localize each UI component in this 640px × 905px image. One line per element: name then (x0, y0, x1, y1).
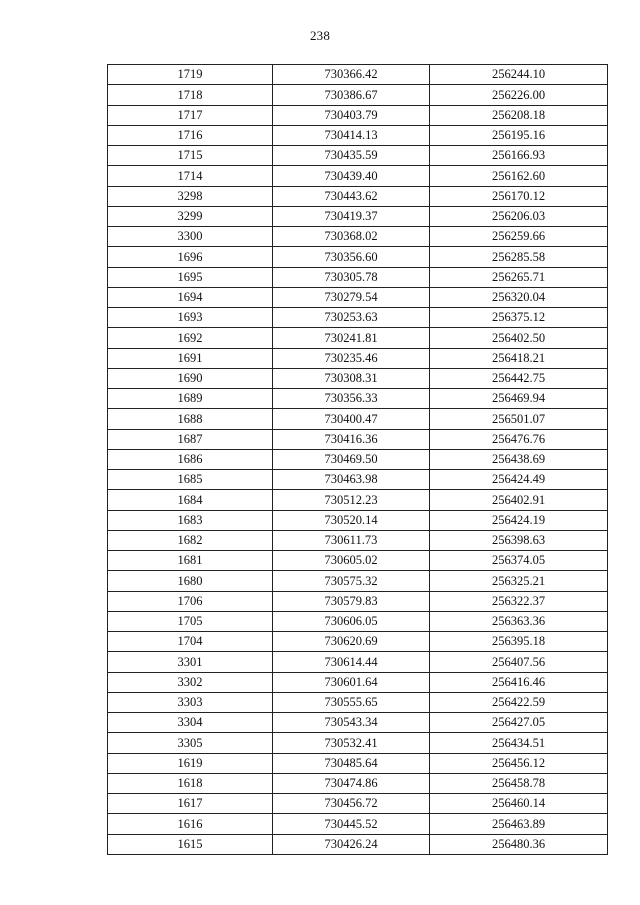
x-coordinate-cell: 730366.42 (273, 65, 430, 85)
table-row (108, 166, 608, 186)
y-coordinate-cell: 256226.00 (430, 85, 608, 105)
x-coordinate-cell: 730356.33 (273, 389, 430, 409)
y-coordinate-cell: 256325.21 (430, 571, 608, 591)
y-coordinate-cell: 256442.75 (430, 368, 608, 388)
point-number-cell: 1693 (108, 308, 273, 328)
point-number-cell: 1694 (108, 287, 273, 307)
point-number-cell: 1686 (108, 449, 273, 469)
point-number-cell: 3302 (108, 672, 273, 692)
y-coordinate-cell: 256424.19 (430, 510, 608, 530)
x-coordinate-cell: 730614.44 (273, 652, 430, 672)
table-row (108, 227, 608, 247)
table-row (108, 308, 608, 328)
y-coordinate-cell: 256416.46 (430, 672, 608, 692)
point-number-cell: 1718 (108, 85, 273, 105)
table-row (108, 287, 608, 307)
table-row (108, 85, 608, 105)
x-coordinate-cell: 730308.31 (273, 368, 430, 388)
x-coordinate-cell: 730601.64 (273, 672, 430, 692)
table-row (108, 611, 608, 631)
y-coordinate-cell: 256469.94 (430, 389, 608, 409)
table-row (108, 591, 608, 611)
table-row (108, 146, 608, 166)
x-coordinate-cell: 730279.54 (273, 287, 430, 307)
point-number-cell: 1696 (108, 247, 273, 267)
y-coordinate-cell: 256476.76 (430, 429, 608, 449)
y-coordinate-cell: 256244.10 (430, 65, 608, 85)
x-coordinate-cell: 730579.83 (273, 591, 430, 611)
point-number-cell: 1706 (108, 591, 273, 611)
y-coordinate-cell: 256458.78 (430, 773, 608, 793)
point-number-cell: 3300 (108, 227, 273, 247)
x-coordinate-cell: 730555.65 (273, 692, 430, 712)
x-coordinate-cell: 730368.02 (273, 227, 430, 247)
y-coordinate-cell: 256434.51 (430, 733, 608, 753)
table-row (108, 551, 608, 571)
x-coordinate-cell: 730575.32 (273, 571, 430, 591)
x-coordinate-cell: 730532.41 (273, 733, 430, 753)
table-row (108, 733, 608, 753)
y-coordinate-cell: 256402.50 (430, 328, 608, 348)
table-row (108, 348, 608, 368)
table-row (108, 692, 608, 712)
y-coordinate-cell: 256166.93 (430, 146, 608, 166)
x-coordinate-cell: 730241.81 (273, 328, 430, 348)
y-coordinate-cell: 256363.36 (430, 611, 608, 631)
coordinates-table (107, 64, 608, 855)
x-coordinate-cell: 730414.13 (273, 125, 430, 145)
x-coordinate-cell: 730606.05 (273, 611, 430, 631)
x-coordinate-cell: 730520.14 (273, 510, 430, 530)
point-number-cell: 1695 (108, 267, 273, 287)
point-number-cell: 1690 (108, 368, 273, 388)
point-number-cell: 1616 (108, 814, 273, 834)
x-coordinate-cell: 730356.60 (273, 247, 430, 267)
table-row (108, 814, 608, 834)
table-row (108, 105, 608, 125)
point-number-cell: 3301 (108, 652, 273, 672)
x-coordinate-cell: 730445.52 (273, 814, 430, 834)
point-number-cell: 1688 (108, 409, 273, 429)
y-coordinate-cell: 256427.05 (430, 713, 608, 733)
x-coordinate-cell: 730512.23 (273, 490, 430, 510)
table-row (108, 490, 608, 510)
x-coordinate-cell: 730305.78 (273, 267, 430, 287)
y-coordinate-cell: 256438.69 (430, 449, 608, 469)
table-row (108, 65, 608, 85)
y-coordinate-cell: 256480.36 (430, 834, 608, 854)
table-row (108, 834, 608, 854)
point-number-cell: 1687 (108, 429, 273, 449)
point-number-cell: 1719 (108, 65, 273, 85)
y-coordinate-cell: 256206.03 (430, 206, 608, 226)
x-coordinate-cell: 730403.79 (273, 105, 430, 125)
y-coordinate-cell: 256395.18 (430, 632, 608, 652)
table-row (108, 125, 608, 145)
point-number-cell: 3303 (108, 692, 273, 712)
point-number-cell: 1683 (108, 510, 273, 530)
x-coordinate-cell: 730611.73 (273, 530, 430, 550)
point-number-cell: 1715 (108, 146, 273, 166)
table-row (108, 368, 608, 388)
point-number-cell: 1704 (108, 632, 273, 652)
x-coordinate-cell: 730474.86 (273, 773, 430, 793)
y-coordinate-cell: 256398.63 (430, 530, 608, 550)
y-coordinate-cell: 256322.37 (430, 591, 608, 611)
table-row (108, 409, 608, 429)
y-coordinate-cell: 256375.12 (430, 308, 608, 328)
x-coordinate-cell: 730400.47 (273, 409, 430, 429)
y-coordinate-cell: 256374.05 (430, 551, 608, 571)
point-number-cell: 3298 (108, 186, 273, 206)
table-row (108, 753, 608, 773)
y-coordinate-cell: 256463.89 (430, 814, 608, 834)
table-row (108, 389, 608, 409)
x-coordinate-cell: 730235.46 (273, 348, 430, 368)
x-coordinate-cell: 730605.02 (273, 551, 430, 571)
table-row (108, 267, 608, 287)
point-number-cell: 1618 (108, 773, 273, 793)
y-coordinate-cell: 256170.12 (430, 186, 608, 206)
point-number-cell: 1682 (108, 530, 273, 550)
point-number-cell: 1681 (108, 551, 273, 571)
y-coordinate-cell: 256285.58 (430, 247, 608, 267)
x-coordinate-cell: 730426.24 (273, 834, 430, 854)
x-coordinate-cell: 730386.67 (273, 85, 430, 105)
table-row (108, 672, 608, 692)
table-row (108, 773, 608, 793)
x-coordinate-cell: 730435.59 (273, 146, 430, 166)
table-row (108, 510, 608, 530)
table-row (108, 186, 608, 206)
point-number-cell: 1691 (108, 348, 273, 368)
point-number-cell: 3304 (108, 713, 273, 733)
table-row (108, 449, 608, 469)
table-row (108, 470, 608, 490)
table-row (108, 713, 608, 733)
x-coordinate-cell: 730620.69 (273, 632, 430, 652)
point-number-cell: 1716 (108, 125, 273, 145)
table-row (108, 328, 608, 348)
y-coordinate-cell: 256456.12 (430, 753, 608, 773)
point-number-cell: 1689 (108, 389, 273, 409)
y-coordinate-cell: 256195.16 (430, 125, 608, 145)
x-coordinate-cell: 730439.40 (273, 166, 430, 186)
point-number-cell: 1714 (108, 166, 273, 186)
y-coordinate-cell: 256418.21 (430, 348, 608, 368)
table-row (108, 530, 608, 550)
y-coordinate-cell: 256402.91 (430, 490, 608, 510)
x-coordinate-cell: 730485.64 (273, 753, 430, 773)
table-row (108, 652, 608, 672)
table-row (108, 632, 608, 652)
x-coordinate-cell: 730456.72 (273, 794, 430, 814)
point-number-cell: 1705 (108, 611, 273, 631)
y-coordinate-cell: 256407.56 (430, 652, 608, 672)
x-coordinate-cell: 730416.36 (273, 429, 430, 449)
x-coordinate-cell: 730469.50 (273, 449, 430, 469)
y-coordinate-cell: 256460.14 (430, 794, 608, 814)
table-row (108, 206, 608, 226)
point-number-cell: 1684 (108, 490, 273, 510)
y-coordinate-cell: 256501.07 (430, 409, 608, 429)
point-number-cell: 1619 (108, 753, 273, 773)
y-coordinate-cell: 256320.04 (430, 287, 608, 307)
y-coordinate-cell: 256424.49 (430, 470, 608, 490)
table-row (108, 571, 608, 591)
table-row (108, 794, 608, 814)
point-number-cell: 1680 (108, 571, 273, 591)
y-coordinate-cell: 256259.66 (430, 227, 608, 247)
y-coordinate-cell: 256208.18 (430, 105, 608, 125)
coordinates-table-body (108, 65, 608, 855)
x-coordinate-cell: 730543.34 (273, 713, 430, 733)
point-number-cell: 1717 (108, 105, 273, 125)
x-coordinate-cell: 730463.98 (273, 470, 430, 490)
point-number-cell: 3305 (108, 733, 273, 753)
point-number-cell: 1692 (108, 328, 273, 348)
x-coordinate-cell: 730419.37 (273, 206, 430, 226)
point-number-cell: 3299 (108, 206, 273, 226)
point-number-cell: 1615 (108, 834, 273, 854)
page-number: 238 (309, 28, 331, 43)
point-number-cell: 1617 (108, 794, 273, 814)
y-coordinate-cell: 256162.60 (430, 166, 608, 186)
table-row (108, 429, 608, 449)
y-coordinate-cell: 256422.59 (430, 692, 608, 712)
x-coordinate-cell: 730253.63 (273, 308, 430, 328)
x-coordinate-cell: 730443.62 (273, 186, 430, 206)
point-number-cell: 1685 (108, 470, 273, 490)
y-coordinate-cell: 256265.71 (430, 267, 608, 287)
table-row (108, 247, 608, 267)
